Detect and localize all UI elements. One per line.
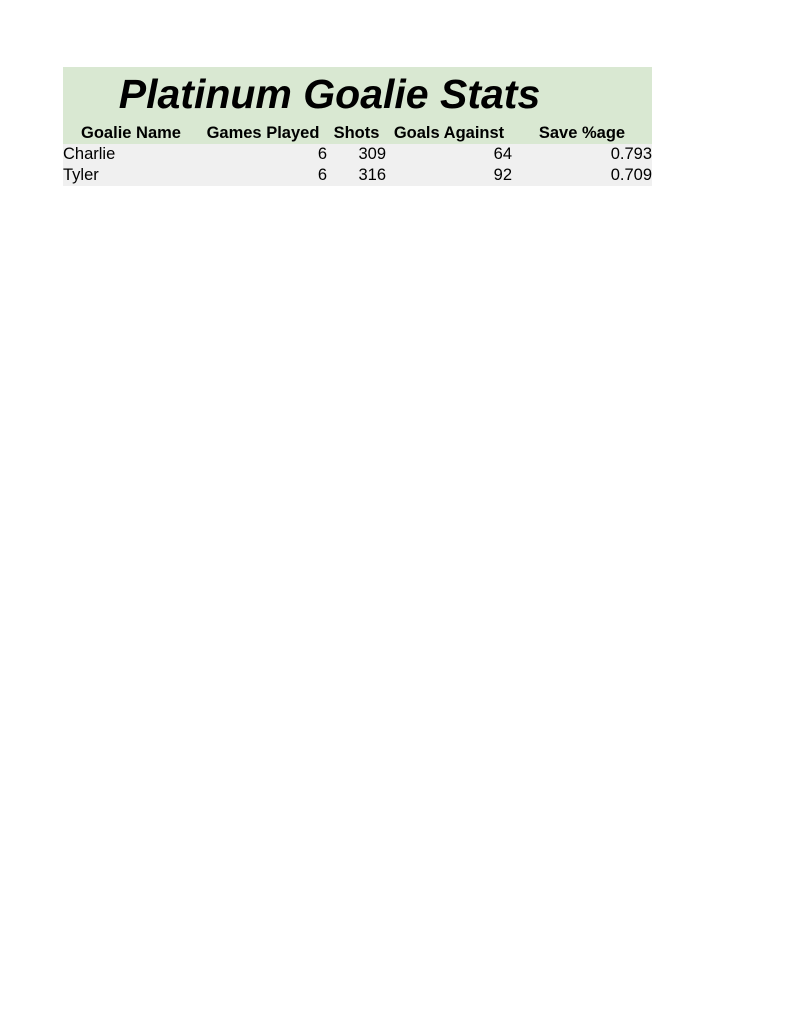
table-row — [63, 144, 652, 165]
cell-goalie-name: Charlie — [63, 145, 116, 163]
cell-goals-against: 64 — [493, 145, 512, 163]
cell-shots: 309 — [358, 145, 386, 163]
cell-save-pct: 0.709 — [610, 166, 652, 184]
column-header-goalie-name: Goalie Name — [81, 123, 181, 142]
cell-games-played: 6 — [317, 145, 327, 163]
column-header-shots: Shots — [333, 123, 380, 142]
column-header-goals-against: Goals Against — [393, 123, 505, 142]
page-title: Platinum Goalie Stats — [118, 71, 541, 117]
cell-goals-against: 92 — [493, 166, 512, 184]
table-title-bar — [63, 67, 652, 122]
column-header-games-played: Games Played — [206, 123, 320, 142]
table-row — [63, 165, 652, 186]
header-row — [63, 122, 652, 144]
cell-goalie-name: Tyler — [63, 166, 99, 184]
table-header — [63, 122, 652, 144]
cell-save-pct: 0.793 — [610, 145, 652, 163]
cell-games-played: 6 — [317, 166, 327, 184]
column-header-save-pct: Save %age — [538, 123, 626, 142]
cell-shots: 316 — [358, 166, 386, 184]
goalie-stats-table — [63, 122, 652, 186]
goalie-stats-sheet — [63, 67, 652, 186]
table-body — [63, 144, 652, 186]
